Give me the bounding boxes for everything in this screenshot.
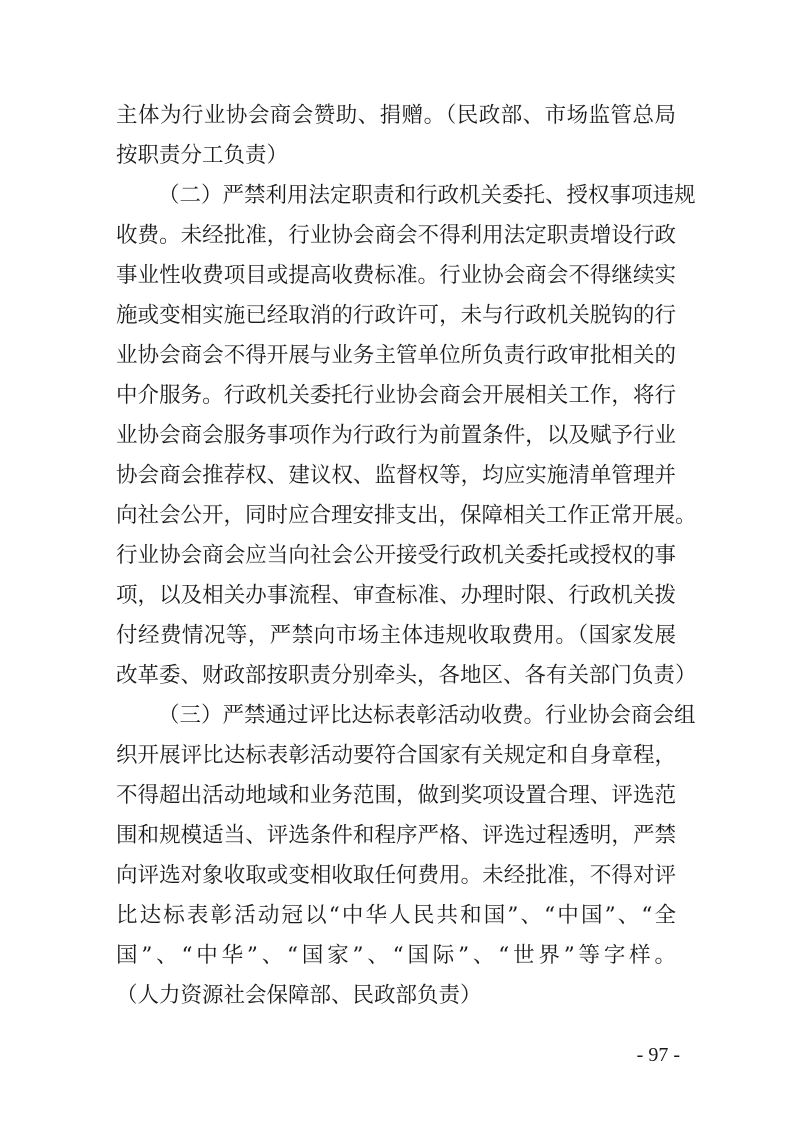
text-line: 织开展评比达标表彰活动要符合国家有关规定和自身章程， — [116, 743, 676, 768]
section-heading-line: （二）严禁利用法定职责和行政机关委托、授权事项违规 — [158, 183, 696, 208]
text-line: 施或变相实施已经取消的行政许可，未与行政机关脱钩的行 — [116, 303, 676, 328]
text-line: 收费。未经批准，行业协会商会不得利用法定职责增设行政 — [116, 223, 676, 248]
text-line: 付经费情况等，严禁向市场主体违规收取费用。（国家发展 — [116, 623, 676, 648]
text-line: 比达标表彰活动冠以“中华人民共和国”、“中国”、“全 — [116, 903, 676, 928]
text-line: 国”、“中华”、“国家”、“国际”、“世界”等字样。 — [116, 943, 676, 968]
text-line: 业协会商会不得开展与业务主管单位所负责行政审批相关的 — [116, 343, 676, 368]
text-line: 业协会商会服务事项作为行政行为前置条件，以及赋予行业 — [116, 423, 676, 448]
text-line: 按职责分工负责） — [116, 143, 289, 168]
text-line: 协会商会推荐权、建议权、监督权等，均应实施清单管理并 — [116, 463, 676, 488]
text-line: 项，以及相关办事流程、审查标准、办理时限、行政机关拨 — [116, 583, 676, 608]
text-line: 围和规模适当、评选条件和程序严格、评选过程透明，严禁 — [116, 823, 676, 848]
text-line: 事业性收费项目或提高收费标准。行业协会商会不得继续实 — [116, 263, 676, 288]
text-line: 向社会公开，同时应合理安排支出，保障相关工作正常开展。 — [116, 503, 697, 528]
text-line: 行业协会商会应当向社会公开接受行政机关委托或授权的事 — [116, 543, 676, 568]
text-line: 中介服务。行政机关委托行业协会商会开展相关工作，将行 — [116, 383, 676, 408]
text-line: 主体为行业协会商会赞助、捐赠。（民政部、市场监管总局 — [116, 103, 676, 128]
page-number: - 97 - — [636, 1044, 680, 1066]
text-line: 改革委、财政部按职责分别牵头，各地区、各有关部门负责） — [116, 663, 697, 688]
text-line: 向评选对象收取或变相收取任何费用。未经批准，不得对评 — [116, 863, 676, 888]
text-line: 不得超出活动地域和业务范围，做到奖项设置合理、评选范 — [116, 783, 676, 808]
text-line: （人力资源社会保障部、民政部负责） — [116, 983, 482, 1008]
section-heading-line: （三）严禁通过评比达标表彰活动收费。行业协会商会组 — [158, 703, 696, 728]
